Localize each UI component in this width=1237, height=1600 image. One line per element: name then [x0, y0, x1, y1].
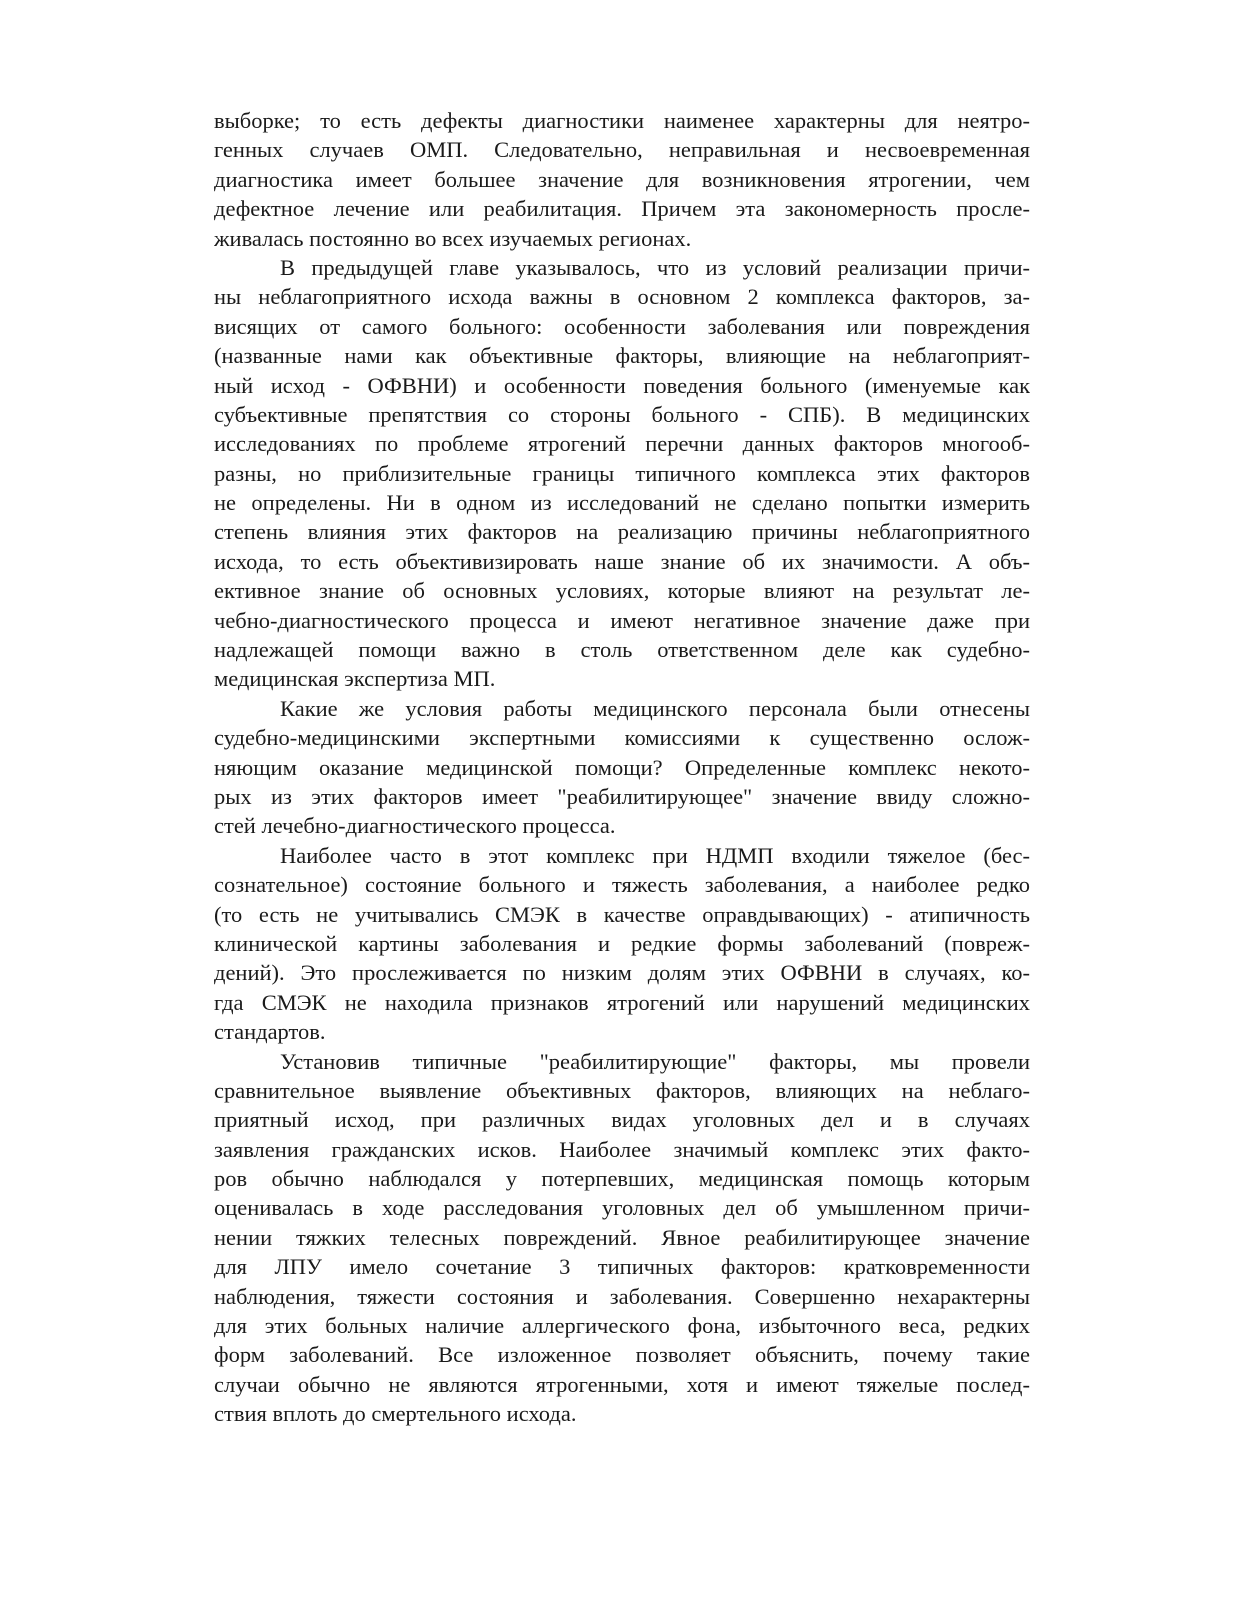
paragraph-1 [214, 106, 1030, 253]
text-line: чебно-диагностического процесса и имеют негативное значение даже при [214, 607, 1030, 633]
text-line: наблюдения, тяжести состояния и заболевания. Совершенно нехарактерны [214, 1283, 1030, 1309]
text-line: исследованиях по проблеме ятрогений перечни данных факторов многооб- [214, 431, 1030, 457]
text-line: оценивалась в ходе расследования уголовных дел об умышленном причи- [214, 1195, 1030, 1221]
text-line: судебно-медицинскими экспертными комиссиями к существенно ослож- [214, 725, 1030, 751]
text-line: диагностика имеет большее значение для возникновения ятрогении, чем [214, 166, 1030, 192]
text-line: дефектное лечение или реабилитация. Причем эта закономерность просле- [214, 196, 1030, 222]
text-line: заявления гражданских исков. Наиболее значимый комплекс этих факто- [214, 1136, 1030, 1162]
text-line: ективное знание об основных условиях, которые влияют на результат ле- [214, 578, 1030, 604]
text-line: клинической картины заболевания и редкие формы заболеваний (повреж- [214, 930, 1030, 956]
paragraph-5 [214, 1047, 1030, 1429]
text-line: ствия вплоть до смертельного исхода. [214, 1401, 577, 1427]
text-line: степень влияния этих факторов на реализацию причины неблагоприятного [214, 519, 1030, 545]
text-line: висящих от самого больного: особенности заболевания или повреждения [214, 313, 1030, 339]
text-line: медицинская экспертиза МП. [214, 666, 496, 692]
text-line: живалась постоянно во всех изучаемых регионах. [214, 225, 692, 251]
text-line: рых из этих факторов имеет "реабилитирующее" значение ввиду сложно- [214, 783, 1030, 809]
text-line: для ЛПУ имело сочетание 3 типичных факторов: кратковременности [214, 1254, 1030, 1280]
text-line: субъективные препятствия со стороны больного - СПБ). В медицинских [214, 401, 1030, 427]
paragraph-3 [214, 694, 1030, 841]
text-line: дений). Это прослеживается по низким долям этих ОФВНИ в случаях, ко- [214, 960, 1030, 986]
text-line: приятный исход, при различных видах уголовных дел и в случаях [214, 1107, 1030, 1133]
text-line: не определены. Ни в одном из исследований не сделано попытки измерить [214, 490, 1030, 516]
text-line: случаи обычно не являются ятрогенными, хотя и имеют тяжелые послед- [214, 1371, 1030, 1397]
text-line: сравнительное выявление объективных факторов, влияющих на неблаго- [214, 1077, 1030, 1103]
text-line: няющим оказание медицинской помощи? Определенные комплекс некото- [214, 754, 1030, 780]
text-line: (названные нами как объективные факторы, влияющие на неблагоприят- [214, 343, 1030, 369]
text-line: Какие же условия работы медицинского персонала были отнесены [280, 695, 1030, 721]
text-line: ров обычно наблюдался у потерпевших, медицинская помощь которым [214, 1166, 1030, 1192]
text-line: генных случаев ОМП. Следовательно, неправильная и несвоевременная [214, 137, 1030, 163]
text-line: сознательное) состояние больного и тяжесть заболевания, а наиболее редко [214, 872, 1030, 898]
text-line: для этих больных наличие аллергического фона, избыточного веса, редких [214, 1313, 1030, 1339]
text-line: Наиболее часто в этот комплекс при НДМП входили тяжелое (бес- [280, 842, 1030, 868]
text-line: гда СМЭК не находила признаков ятрогений или нарушений медицинских [214, 989, 1030, 1015]
text-line: стей лечебно-диагностического процесса. [214, 813, 616, 839]
text-line: (то есть не учитывались СМЭК в качестве оправдывающих) - атипичность [214, 901, 1030, 927]
document-page [214, 106, 1030, 1429]
text-line: разны, но приблизительные границы типичного комплекса этих факторов [214, 460, 1030, 486]
text-line: надлежащей помощи важно в столь ответственном деле как судебно- [214, 637, 1030, 663]
text-line: форм заболеваний. Все изложенное позволяет объяснить, почему такие [214, 1342, 1030, 1368]
paragraph-2 [214, 253, 1030, 694]
text-line: ны неблагоприятного исхода важны в основном 2 комплекса факторов, за- [214, 284, 1030, 310]
text-line: нении тяжких телесных повреждений. Явное реабилитирующее значение [214, 1224, 1030, 1250]
text-line: выборке; то есть дефекты диагностики наименее характерны для неятро- [214, 108, 1030, 133]
text-line: В предыдущей главе указывалось, что из условий реализации причи- [280, 254, 1030, 280]
text-line: Установив типичные "реабилитирующие" факторы, мы провели [280, 1048, 1030, 1074]
paragraph-4 [214, 841, 1030, 1047]
text-line: ный исход - ОФВНИ) и особенности поведения больного (именуемые как [214, 372, 1030, 398]
text-line: исхода, то есть объективизировать наше знание об их значимости. А объ- [214, 548, 1030, 574]
text-line: стандартов. [214, 1019, 326, 1045]
